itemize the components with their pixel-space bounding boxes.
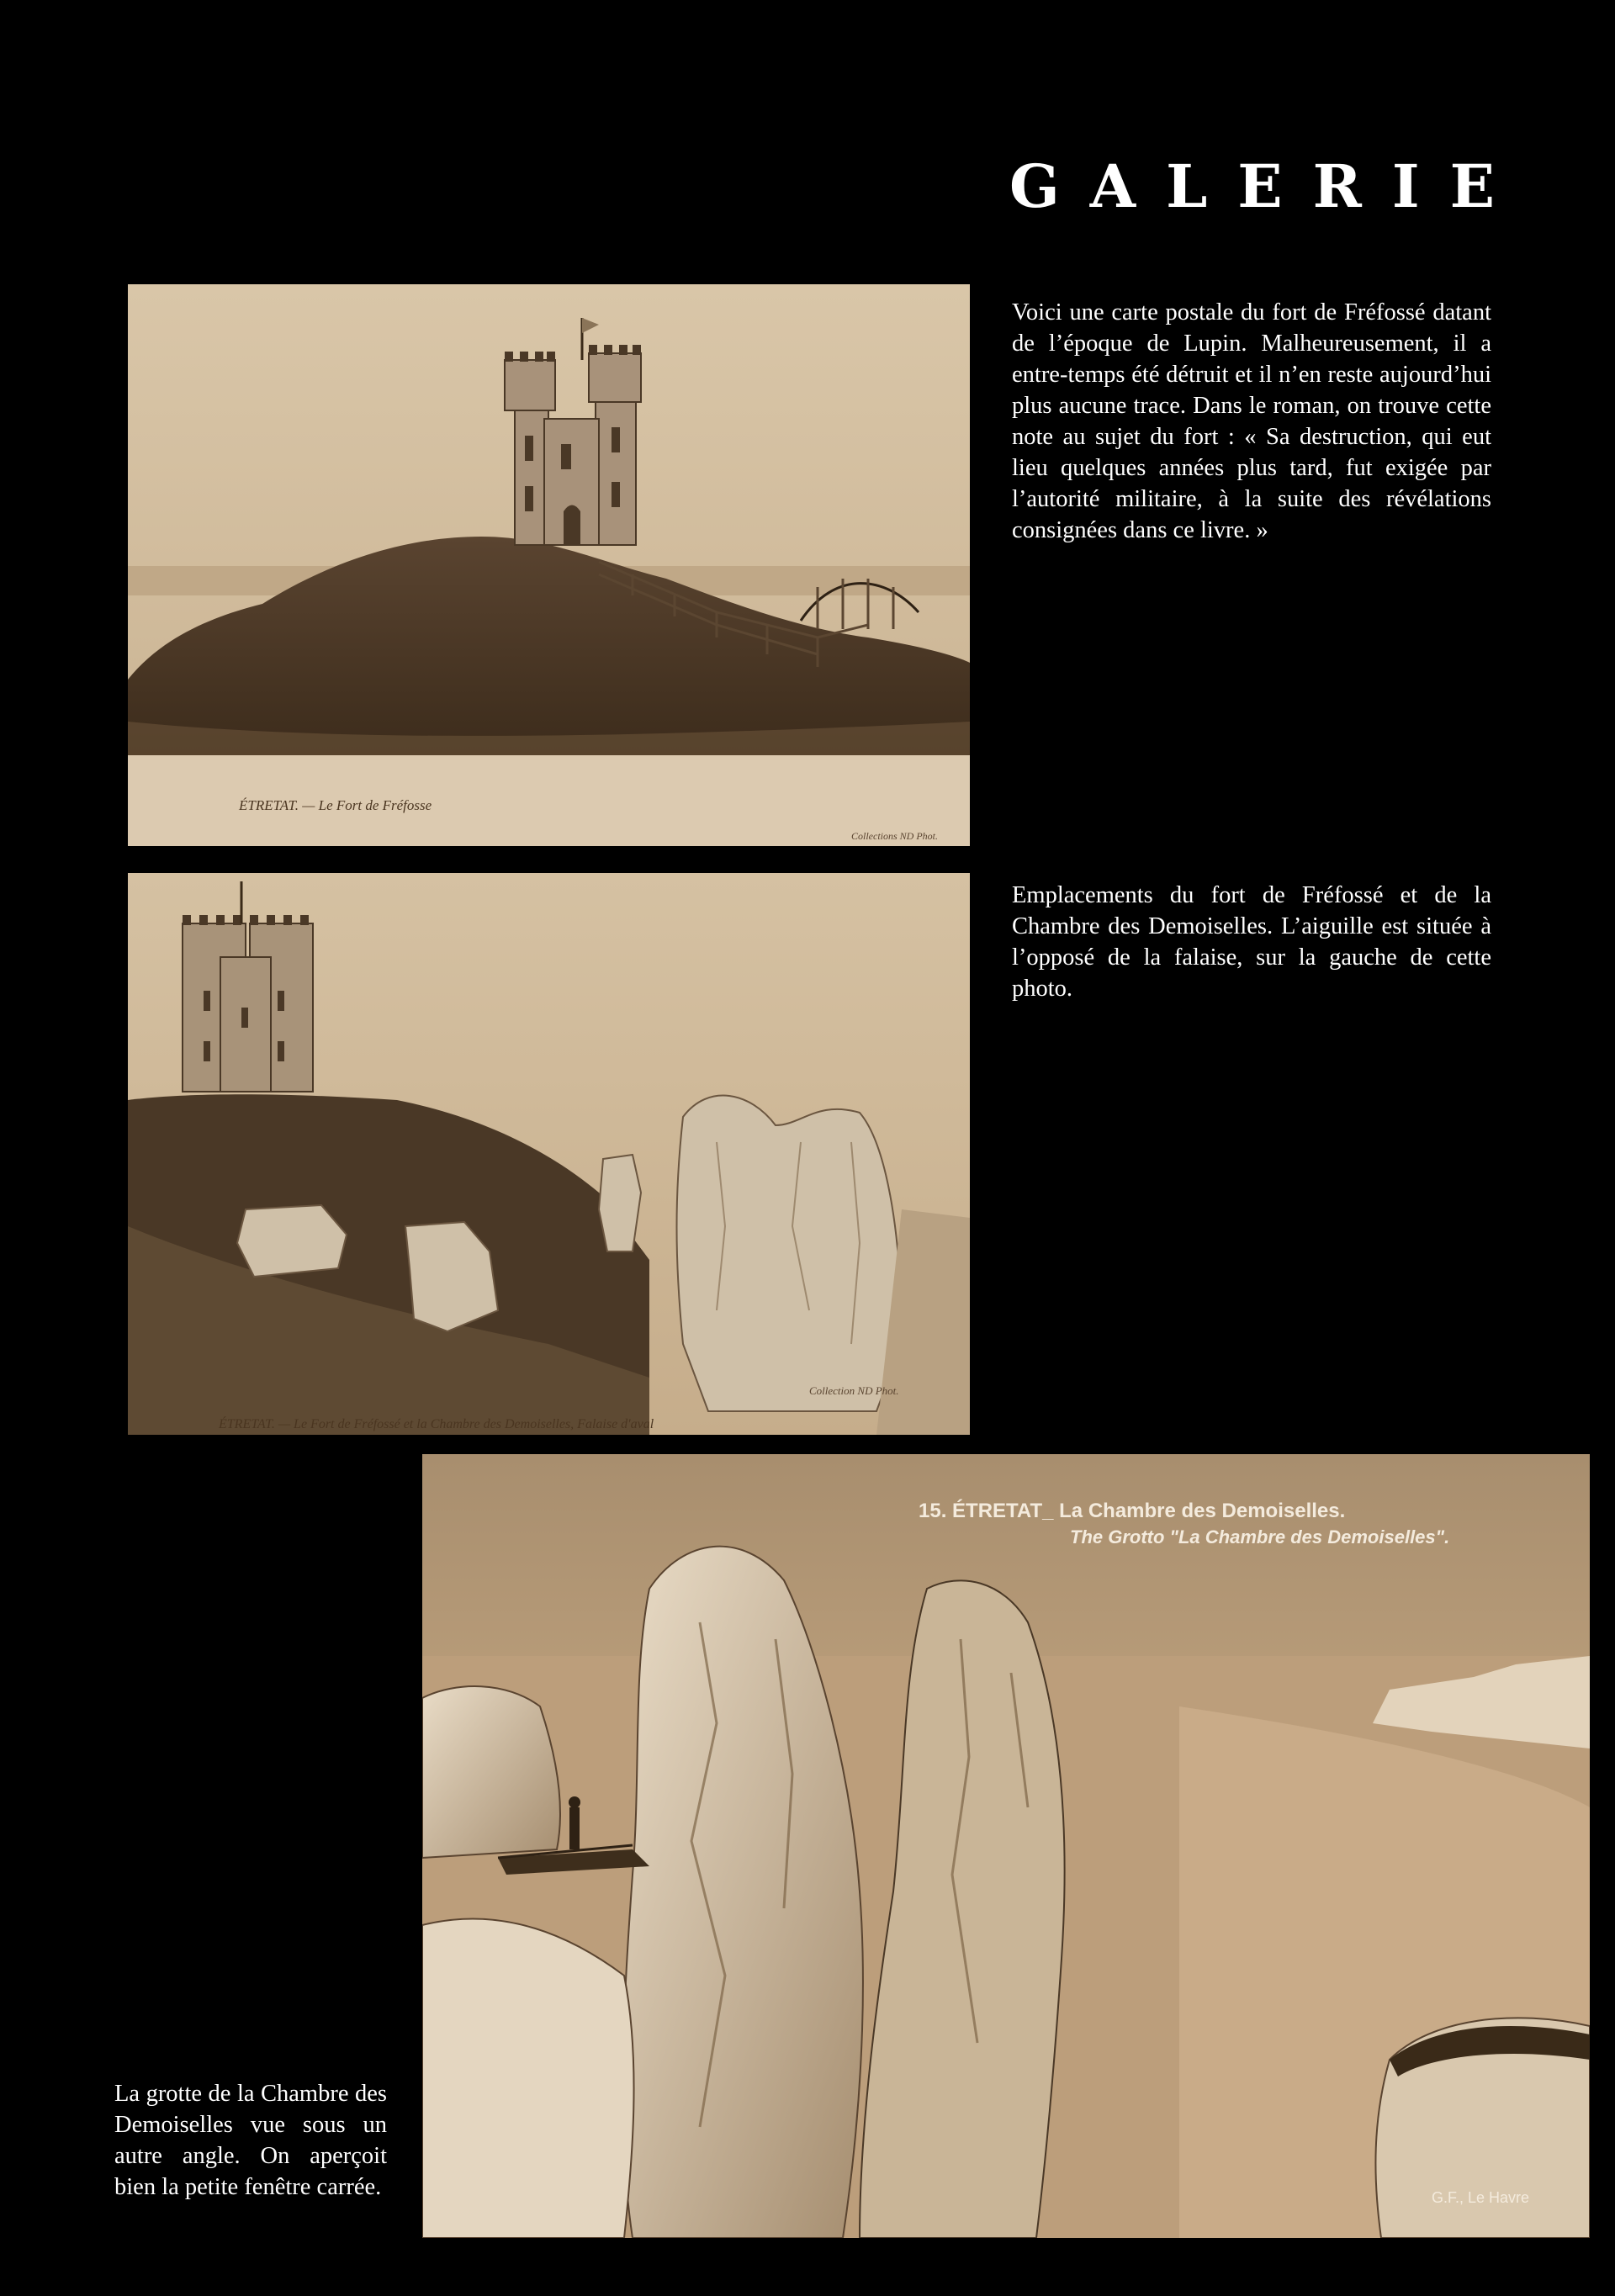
- page-title: GALERIE: [1009, 151, 1525, 221]
- postcard-3-credit: G.F., Le Havre: [1432, 2189, 1530, 2206]
- postcard-2-label: ÉTRETAT. — Le Fort de Fréfossé et la Chambre des Demoiselles, Falaise d'aval: [219, 1417, 654, 1431]
- postcard-1-credit: Collections ND Phot.: [851, 830, 938, 842]
- postcard-1-label: ÉTRETAT. — Le Fort de Fréfosse: [239, 797, 432, 813]
- caption-chambre-demoiselles: La grotte de la Chambre des Demoiselles vue sous un autre angle. On aperçoit bien la petite fenêtre carrée.: [114, 2081, 387, 2200]
- caption-fort-postcard: Voici une carte postale du fort de Fréfossé datant de l’époque de Lupin. Malheureusement, il a entre-temps été détruit et il n’en reste aujourd’hui plus aucune trace. Dans le roman, on trouve cette note au sujet du fort : « Sa destruction, qui eut lieu quelques années plus tard, fut exigée par l’autorité militaire, à la suite des révélations consignées dans ce livre. »: [1012, 299, 1491, 543]
- postcard-chambre-image: [422, 1454, 1590, 2238]
- postcard-fort-chambre-image: [128, 873, 970, 1435]
- postcard-2-credit: Collection ND Phot.: [809, 1384, 899, 1397]
- postcard-fort-and-chambre: [128, 873, 970, 1435]
- postcard-3-line2: The Grotto "La Chambre des Demoiselles".: [1070, 1526, 1450, 1547]
- postcard-3-line1: 15. ÉTRETAT_ La Chambre des Demoiselles.: [919, 1500, 1346, 1522]
- postcard-chambre-demoiselles: [422, 1454, 1590, 2238]
- postcard-fort-image: [128, 284, 970, 846]
- postcard-fort-frefosse: [128, 284, 970, 846]
- caption-fort-chambre: Emplacements du fort de Fréfossé et de la Chambre des Demoiselles. L’aiguille est située à l’opposé de la falaise, sur la gauche de cette photo.: [1012, 882, 1491, 1002]
